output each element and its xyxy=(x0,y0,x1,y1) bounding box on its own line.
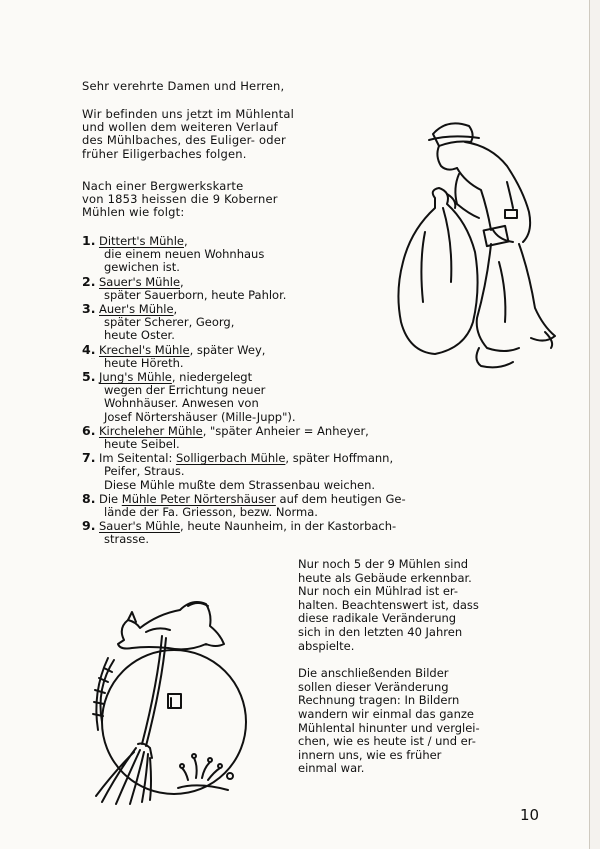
mill-subline: heute Höreth. xyxy=(104,355,184,370)
mill-name: Solligerbach Mühle xyxy=(175,451,286,466)
closing-line: diese radikale Veränderung xyxy=(298,611,457,626)
mill-name: Sauer's Mühle xyxy=(99,274,181,289)
mill-subline: später Sauerborn, heute Pahlor. xyxy=(104,287,287,302)
mill-prefix: Im Seitental: xyxy=(99,451,176,466)
mill-detail: , später Wey, xyxy=(189,342,266,357)
closing-line: innern uns, wie es früher xyxy=(298,747,442,762)
intro-line: früher Eiligerbaches folgen. xyxy=(82,146,247,161)
mill-number: 5. xyxy=(82,369,96,385)
closing-line: Die anschließenden Bilder xyxy=(298,666,449,681)
closing-line: Rechnung tragen: In Bildern xyxy=(298,693,460,708)
mill-prefix: Die xyxy=(99,491,122,506)
closing-line: chen, wie es heute ist / und er- xyxy=(298,734,476,749)
map-note-line: Nach einer Bergwerkskarte xyxy=(82,179,244,193)
closing-line: Nur noch 5 der 9 Mühlen sind xyxy=(298,557,469,571)
mill-subline: später Scherer, Georg, xyxy=(104,315,235,330)
closing-line: halten. Beachtenswert ist, dass xyxy=(298,597,479,612)
mill-detail: , xyxy=(180,274,184,289)
closing-line: Nur noch ein Mühlrad ist er- xyxy=(298,584,459,599)
mill-detail: , später Hoffmann, xyxy=(285,451,394,466)
mill-detail: , "später Anheier = Anheyer, xyxy=(202,423,369,438)
mill-subline: strasse. xyxy=(104,532,149,547)
mill-subline: die einem neuen Wohnhaus xyxy=(104,247,265,262)
mill-detail: auf dem heutigen Ge- xyxy=(275,491,406,506)
mill-number: 1. xyxy=(82,233,96,248)
mill-name: Mühle Peter Nörtershäuser xyxy=(121,491,276,506)
mill-detail: , niedergelegt xyxy=(171,370,253,385)
millstone-cat-broom-illustration xyxy=(88,592,258,807)
intro-paragraph xyxy=(82,108,294,161)
mill-subline: heute Seibel. xyxy=(104,437,180,452)
mill-subline: Josef Nörtershäuser (Mille-Jupp"). xyxy=(104,409,296,424)
mill-name: Dittert's Mühle xyxy=(99,234,184,248)
mill-subline: wegen der Errichtung neuer xyxy=(104,383,266,398)
mill-number: 9. xyxy=(82,518,96,534)
mill-list-item xyxy=(82,234,406,275)
mill-number: 8. xyxy=(82,490,96,506)
mill-detail: , xyxy=(173,302,178,317)
mill-subline: gewichen ist. xyxy=(104,260,180,275)
mill-subline: Wohnhäuser. Anwesen von xyxy=(104,396,259,411)
intro-line: des Mühlbaches, des Euliger- oder xyxy=(82,133,286,148)
mill-list-item xyxy=(82,275,406,302)
mill-list-item xyxy=(82,302,406,343)
mill-list-item xyxy=(82,492,406,519)
map-note-line: Mühlen wie folgt: xyxy=(82,205,185,220)
mill-list-item xyxy=(82,451,406,492)
map-note-line: von 1853 heissen die 9 Koberner xyxy=(82,192,278,207)
closing-line: Mühlental hinunter und verglei- xyxy=(298,720,480,735)
intro-line: und wollen dem weiteren Verlauf xyxy=(82,120,278,135)
closing-line: abspielte. xyxy=(298,638,355,653)
paragraph-gap xyxy=(298,653,480,667)
mill-number: 7. xyxy=(82,450,96,466)
mill-number: 3. xyxy=(82,301,96,317)
mill-subline: lände der Fa. Griesson, bezw. Norma. xyxy=(104,505,318,520)
mill-number: 6. xyxy=(82,422,96,438)
mill-name: Jung's Mühle xyxy=(99,370,172,385)
mill-detail: , heute Naunheim, in der Kastorbach- xyxy=(180,519,397,534)
mill-subline: Peifer, Straus. xyxy=(104,464,185,479)
page-number: 10 xyxy=(520,806,540,824)
closing-paragraphs xyxy=(298,558,480,776)
mill-name: Sauer's Mühle xyxy=(99,519,181,534)
mill-name: Kircheleher Mühle xyxy=(99,423,203,438)
mill-list-item xyxy=(82,424,406,451)
mill-name: Krechel's Mühle xyxy=(99,342,190,357)
mill-subline: Diese Mühle mußte dem Strassenbau weichen. xyxy=(104,477,376,492)
mill-detail: , xyxy=(183,234,188,248)
mill-list-item xyxy=(82,370,406,424)
closing-line: sollen dieser Veränderung xyxy=(298,679,449,694)
mill-number: 2. xyxy=(82,273,96,289)
mill-number: 4. xyxy=(82,341,96,357)
map-note-paragraph xyxy=(82,180,278,220)
intro-line: Wir befinden uns jetzt im Mühlental xyxy=(82,107,294,121)
mill-list-item xyxy=(82,519,406,546)
mill-subline: heute Oster. xyxy=(104,328,175,343)
closing-line: einmal war. xyxy=(298,761,365,776)
mill-list xyxy=(82,234,406,547)
mill-list-item xyxy=(82,343,406,370)
mill-name: Auer's Mühle xyxy=(99,302,174,317)
miller-with-sack-illustration xyxy=(395,112,560,382)
closing-line: sich in den letzten 40 Jahren xyxy=(298,624,463,639)
closing-line: wandern wir einmal das ganze xyxy=(298,706,474,721)
closing-line: heute als Gebäude erkennbar. xyxy=(298,570,472,585)
greeting: Sehr verehrte Damen und Herren, xyxy=(82,79,285,93)
